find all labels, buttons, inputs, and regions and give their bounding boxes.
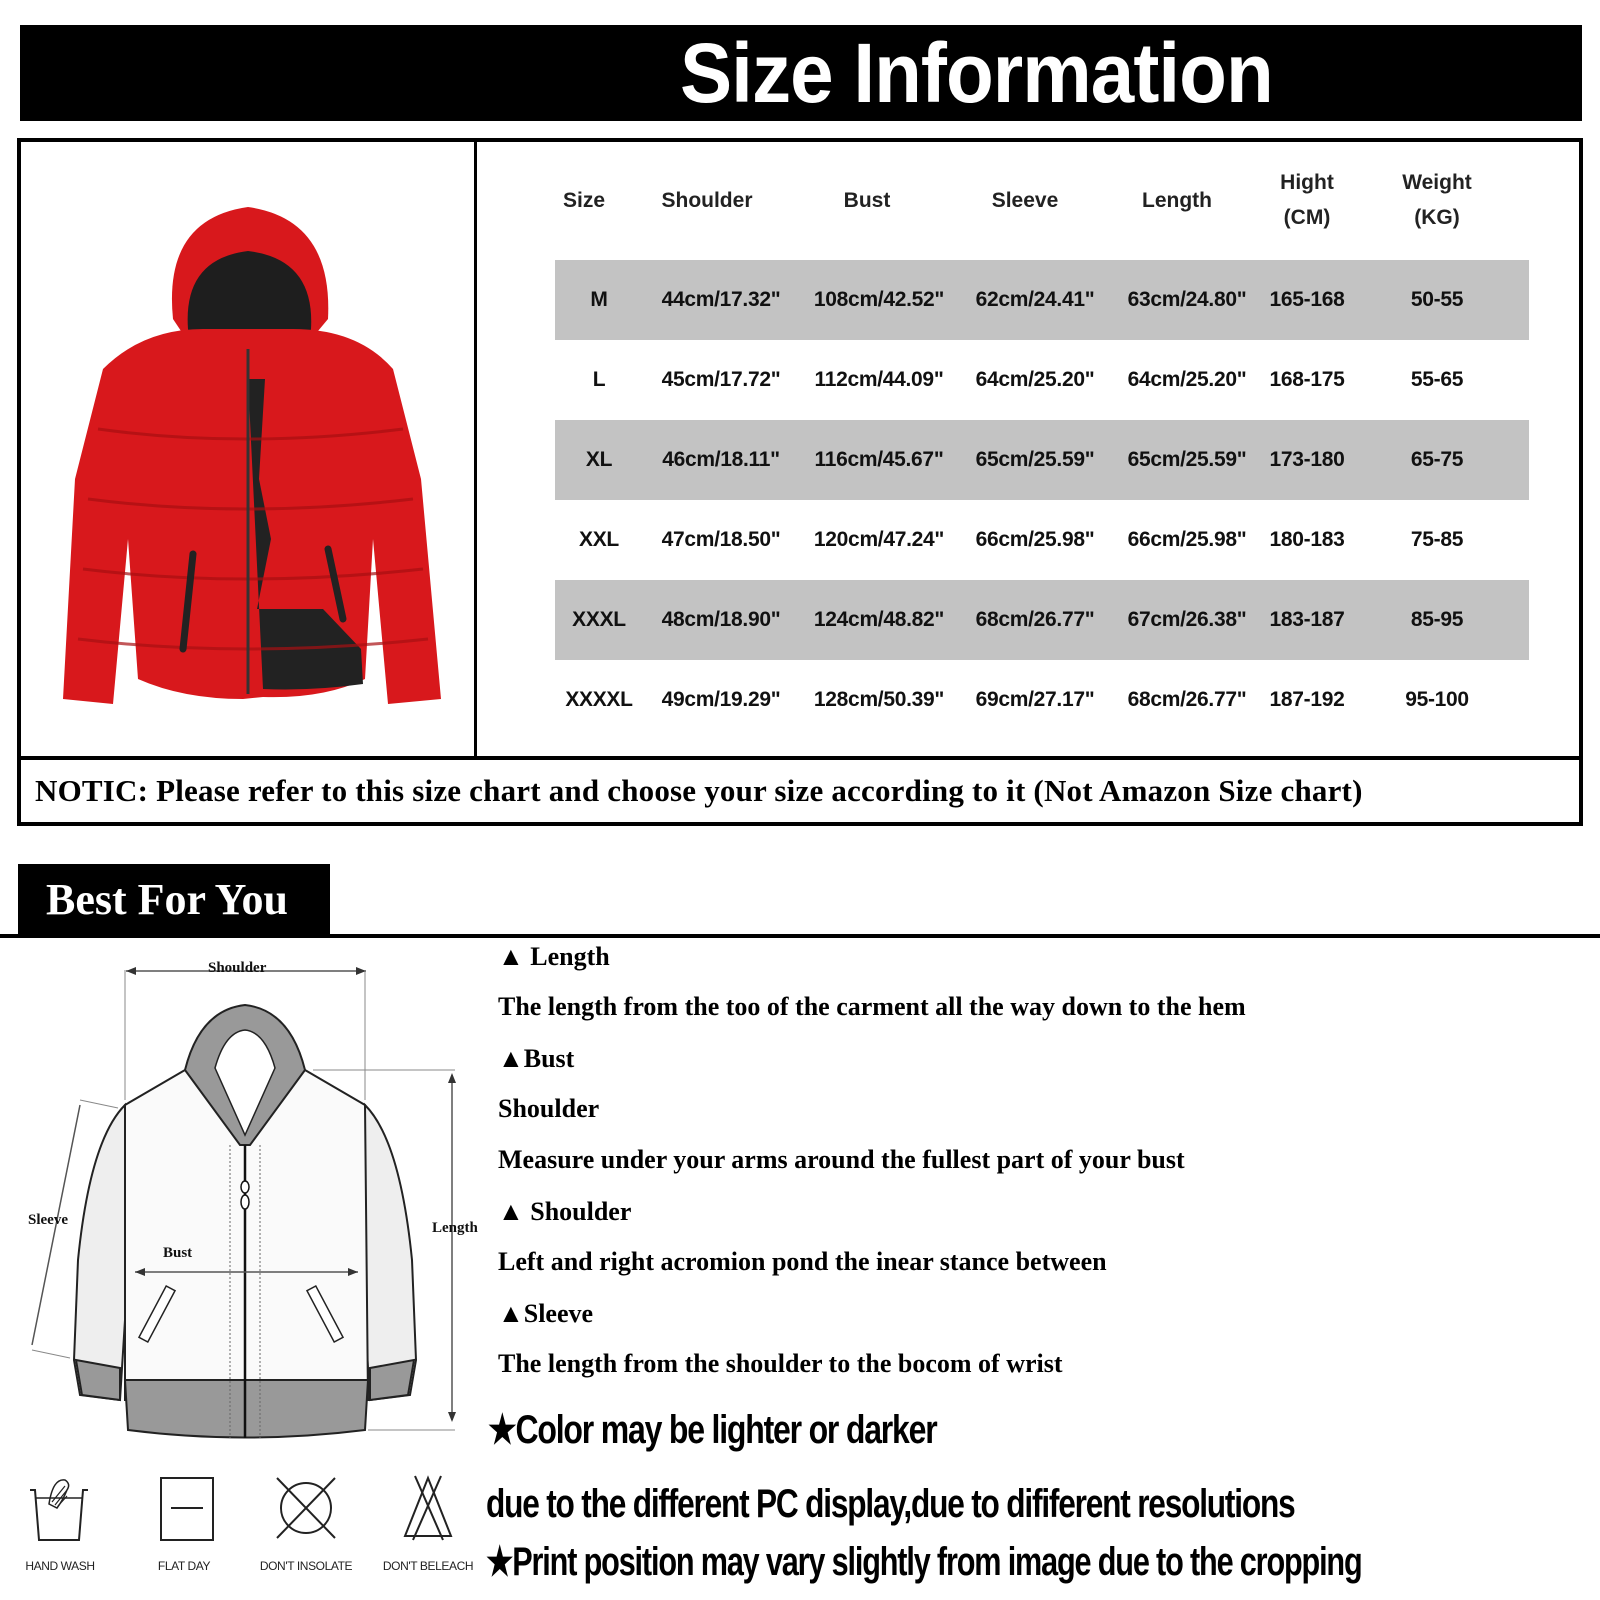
cell-weight: 75-85 (1410, 528, 1464, 551)
cell-length: 68cm/26.77" (1127, 688, 1247, 711)
measurement-diagram (0, 940, 480, 1440)
desc-heading-bust: ▲Bust (498, 1044, 575, 1073)
table-row (555, 260, 1529, 340)
cell-shoulder: 47cm/18.50" (661, 528, 781, 551)
cell-hight: 180-183 (1269, 528, 1345, 551)
cell-sleeve: 65cm/25.59" (975, 448, 1095, 471)
care-label: DON'T INSOLATE (259, 1559, 353, 1573)
cell-length: 67cm/26.38" (1127, 608, 1247, 631)
care-label: DON'T BELEACH (382, 1559, 474, 1573)
care-item-flat-dry (124, 1470, 244, 1590)
best-for-you-tab (18, 864, 330, 936)
cell-weight: 55-65 (1410, 368, 1464, 391)
care-item-dont-bleach (368, 1470, 488, 1590)
column-header-length (1107, 164, 1247, 236)
desc-heading-sleeve: ▲Sleeve (498, 1299, 594, 1328)
cell-sleeve: 62cm/24.41" (975, 288, 1095, 311)
section-divider (0, 934, 1600, 938)
cell-length: 66cm/25.98" (1127, 528, 1247, 551)
cell-size: XL (585, 448, 613, 471)
do-not-bleach-icon (393, 1470, 463, 1545)
cell-length: 65cm/25.59" (1127, 448, 1247, 471)
header-label: Size (562, 188, 606, 212)
table-row (555, 420, 1529, 500)
diagram-label-length: Length (432, 1220, 478, 1236)
jacket-outline-icon (0, 940, 480, 1440)
cell-length: 63cm/24.80" (1127, 288, 1247, 311)
product-photo-cell (21, 142, 477, 756)
disclaimer-color: ★Color may be lighter or darker (488, 1408, 937, 1452)
table-row (555, 580, 1529, 660)
size-chart-box (17, 138, 1583, 826)
cell-hight: 187-192 (1269, 688, 1345, 711)
notice-text: NOTIC: Please refer to this size chart and choose your size according to it (Not Amazon Size chart) (35, 773, 1363, 808)
cell-sleeve: 68cm/26.77" (975, 608, 1095, 631)
cell-shoulder: 44cm/17.32" (661, 288, 781, 311)
cell-weight: 50-55 (1410, 288, 1464, 311)
disclaimer-print-position: ★Print position may vary slightly from image due to the cropping (486, 1540, 1362, 1584)
cell-shoulder: 49cm/19.29" (661, 688, 781, 711)
header-label: Length (1142, 188, 1212, 212)
diagram-label-bust: Bust (163, 1245, 193, 1261)
cell-shoulder: 46cm/18.11" (662, 448, 780, 471)
flat-dry-icon (149, 1470, 219, 1545)
cell-bust: 108cm/42.52" (813, 288, 945, 311)
cell-weight: 65-75 (1410, 448, 1464, 471)
care-item-hand-wash (0, 1470, 120, 1590)
cell-hight: 173-180 (1269, 448, 1345, 471)
cell-shoulder: 48cm/18.90" (661, 608, 781, 631)
cell-hight: 168-175 (1269, 368, 1345, 391)
column-header-bust (797, 164, 937, 236)
diagram-label-shoulder: Shoulder (208, 960, 267, 976)
desc-heading-shoulder: ▲ Shoulder (498, 1197, 632, 1226)
desc-body-bust: Measure under your arms around the fullest part of your bust (498, 1145, 1185, 1174)
column-header-shoulder (637, 164, 777, 236)
header-label: Shoulder (661, 188, 753, 212)
cell-bust: 112cm/44.09" (814, 368, 944, 391)
size-table (477, 142, 1579, 756)
cell-size: XXXXL (565, 688, 633, 711)
title-banner (20, 25, 1582, 121)
notice-row (21, 756, 1579, 822)
cell-hight: 183-187 (1269, 608, 1345, 631)
header-label: Hight (1280, 171, 1334, 194)
hand-wash-icon (25, 1470, 95, 1545)
cell-bust: 128cm/50.39" (813, 688, 945, 711)
disclaimer-display: due to the different PC display,due to dififerent resolutions (486, 1482, 1295, 1526)
header-unit: (KG) (1414, 206, 1460, 229)
care-label: FLAT DAY (157, 1559, 211, 1573)
cell-size: M (590, 288, 608, 311)
column-header-hight (1247, 164, 1367, 236)
header-label: Bust (843, 188, 891, 212)
cell-bust: 116cm/45.67" (814, 448, 944, 471)
care-item-dont-insolate (246, 1470, 366, 1590)
diagram-label-sleeve: Sleeve (28, 1212, 68, 1228)
header-label: Sleeve (991, 188, 1059, 212)
cell-bust: 124cm/48.82" (813, 608, 945, 631)
cell-weight: 95-100 (1405, 688, 1469, 711)
cell-weight: 85-95 (1410, 608, 1464, 631)
table-row (555, 660, 1529, 740)
cell-bust: 120cm/47.24" (813, 528, 945, 551)
do-not-tumble-icon (271, 1470, 341, 1545)
cell-size: L (592, 368, 606, 391)
cell-shoulder: 45cm/17.72" (661, 368, 781, 391)
column-header-weight (1377, 164, 1497, 236)
section-title: Best For You (46, 875, 288, 924)
desc-body-sleeve: The length from the shoulder to the bocom of wrist (498, 1349, 1063, 1378)
cell-size: XXXL (572, 608, 626, 631)
table-row (555, 500, 1529, 580)
desc-heading-length: ▲ Length (498, 942, 610, 971)
red-puffer-jacket-image (43, 179, 453, 719)
column-header-sleeve (955, 164, 1095, 236)
header-unit: (CM) (1283, 206, 1331, 229)
care-label: HAND WASH (25, 1559, 95, 1573)
cell-hight: 165-168 (1269, 288, 1345, 311)
header-label: Weight (1402, 171, 1472, 194)
cell-sleeve: 69cm/27.17" (975, 688, 1095, 711)
desc-body-length: The length from the too of the carment all the way down to the hem (498, 992, 1246, 1021)
desc-body-shoulder: Left and right acromion pond the inear stance between (498, 1247, 1107, 1276)
cell-sleeve: 66cm/25.98" (975, 528, 1095, 551)
cell-sleeve: 64cm/25.20" (975, 368, 1095, 391)
cell-size: XXL (579, 528, 619, 551)
desc-body-bust-label: Shoulder (498, 1094, 600, 1123)
page-title: Size Information (680, 26, 1273, 120)
table-row (555, 340, 1529, 420)
cell-length: 64cm/25.20" (1127, 368, 1247, 391)
column-header-size (539, 164, 629, 236)
